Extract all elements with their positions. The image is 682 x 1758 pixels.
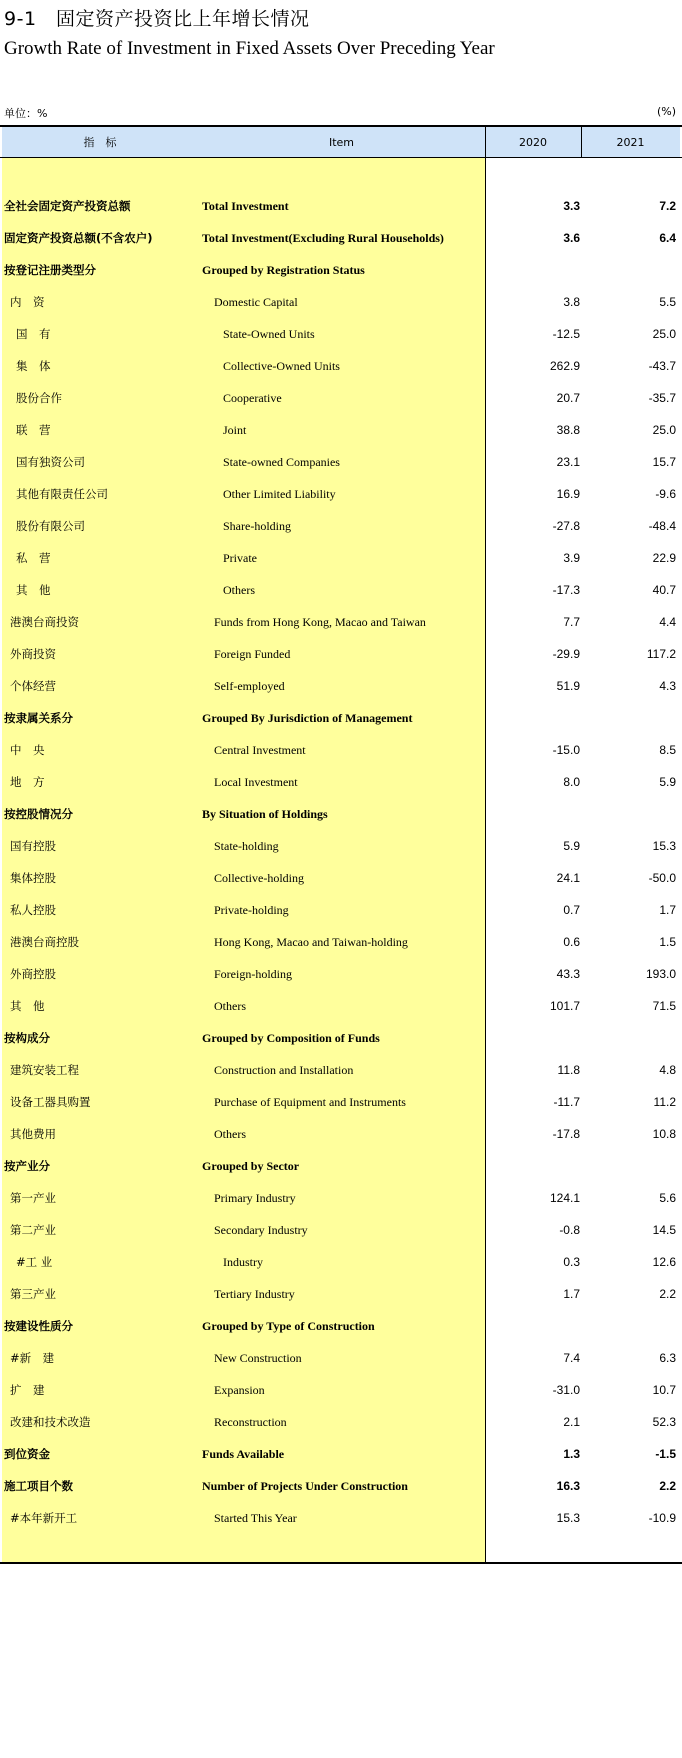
table-row bbox=[0, 1310, 682, 1342]
row-label-cn: 第二产业 bbox=[10, 1223, 56, 1237]
row-value-2021: 1.5 bbox=[659, 935, 676, 949]
table-row bbox=[0, 318, 682, 350]
row-label-en: Reconstruction bbox=[214, 1415, 287, 1429]
row-value-2020: 38.8 bbox=[556, 423, 580, 437]
row-label-en: Others bbox=[223, 583, 255, 597]
row-label-en: Domestic Capital bbox=[214, 295, 298, 309]
row-label-en: Collective-holding bbox=[214, 871, 304, 885]
row-label-en: Collective-Owned Units bbox=[223, 359, 340, 373]
table-row bbox=[0, 190, 682, 222]
row-label-cn: #本年新开工 bbox=[10, 1511, 78, 1525]
row-value-2020: 15.3 bbox=[556, 1511, 580, 1525]
row-label-cn: 港澳台商投资 bbox=[10, 615, 79, 629]
row-value-2020: 7.4 bbox=[563, 1351, 580, 1365]
row-label-en: Number of Projects Under Construction bbox=[202, 1479, 408, 1493]
row-value-2021: 6.3 bbox=[659, 1351, 676, 1365]
row-label-cn: 股份合作 bbox=[16, 391, 62, 405]
row-label-cn: 股份有限公司 bbox=[16, 519, 85, 533]
row-value-2021: 12.6 bbox=[652, 1255, 676, 1269]
row-label-en: Local Investment bbox=[214, 775, 298, 789]
table-row bbox=[0, 1438, 682, 1470]
row-label-en: New Construction bbox=[214, 1351, 302, 1365]
row-value-2021: 40.7 bbox=[652, 583, 676, 597]
row-label-en: Total Investment bbox=[202, 199, 289, 213]
row-label-en: Grouped by Type of Construction bbox=[202, 1319, 375, 1333]
row-label-cn: #新 建 bbox=[10, 1351, 55, 1365]
row-label-en: Grouped by Sector bbox=[202, 1159, 300, 1173]
row-label-en: Central Investment bbox=[214, 743, 306, 757]
row-label-en: Industry bbox=[223, 1255, 263, 1269]
table-row bbox=[0, 702, 682, 734]
row-value-2020: 51.9 bbox=[556, 679, 580, 693]
row-value-2020: -0.8 bbox=[559, 1223, 580, 1237]
row-value-2020: 0.3 bbox=[563, 1255, 580, 1269]
row-label-en: Share-holding bbox=[223, 519, 291, 533]
row-value-2021: 10.7 bbox=[652, 1383, 676, 1397]
row-label-cn: 中 央 bbox=[10, 743, 45, 757]
table-row bbox=[0, 1406, 682, 1438]
table-row bbox=[0, 286, 682, 318]
row-value-2020: 16.3 bbox=[556, 1479, 580, 1493]
table-top-rule bbox=[0, 125, 682, 127]
row-value-2021: 25.0 bbox=[652, 327, 676, 341]
row-value-2020: 5.9 bbox=[563, 839, 580, 853]
row-value-2021: -48.4 bbox=[648, 519, 676, 533]
row-value-2021: 4.8 bbox=[659, 1063, 676, 1077]
row-value-2021: 14.5 bbox=[652, 1223, 676, 1237]
row-value-2020: 1.7 bbox=[563, 1287, 580, 1301]
table-row bbox=[0, 638, 682, 670]
row-label-cn: 其他有限责任公司 bbox=[16, 487, 108, 501]
row-label-cn: 私 营 bbox=[16, 551, 51, 565]
row-label-cn: 联 营 bbox=[16, 423, 51, 437]
row-value-2021: -9.6 bbox=[655, 487, 676, 501]
row-value-2020: 262.9 bbox=[549, 359, 580, 373]
row-value-2020: 20.7 bbox=[556, 391, 580, 405]
row-label-cn: 外商控股 bbox=[10, 967, 56, 981]
row-label-en: Secondary Industry bbox=[214, 1223, 308, 1237]
row-value-2021: 11.2 bbox=[653, 1095, 676, 1109]
row-label-cn: 全社会固定资产投资总额 bbox=[4, 199, 131, 213]
row-value-2021: 193.0 bbox=[645, 967, 676, 981]
row-label-en: Purchase of Equipment and Instruments bbox=[214, 1095, 406, 1109]
row-label-cn: 私人控股 bbox=[10, 903, 56, 917]
row-value-2021: 10.8 bbox=[652, 1127, 676, 1141]
row-value-2020: 124.1 bbox=[549, 1191, 580, 1205]
row-value-2021: 15.3 bbox=[652, 839, 676, 853]
row-label-en: Foreign-holding bbox=[214, 967, 292, 981]
row-label-cn: 港澳台商控股 bbox=[10, 935, 79, 949]
header-year-divider bbox=[581, 127, 582, 158]
row-value-2021: -1.5 bbox=[655, 1447, 676, 1461]
table-row bbox=[0, 1214, 682, 1246]
row-value-2020: -17.8 bbox=[552, 1127, 580, 1141]
row-label-en: Expansion bbox=[214, 1383, 265, 1397]
row-label-en: Grouped by Composition of Funds bbox=[202, 1031, 380, 1045]
row-value-2020: -11.7 bbox=[553, 1095, 580, 1109]
row-value-2020: 3.6 bbox=[563, 231, 580, 245]
row-label-cn: 建筑安装工程 bbox=[10, 1063, 79, 1077]
row-label-cn: 按建设性质分 bbox=[4, 1319, 73, 1333]
row-label-en: State-holding bbox=[214, 839, 279, 853]
table-row bbox=[0, 1470, 682, 1502]
row-label-cn: 按控股情况分 bbox=[4, 807, 73, 821]
table-row bbox=[0, 1118, 682, 1150]
row-value-2020: -15.0 bbox=[552, 743, 580, 757]
row-label-cn: 第三产业 bbox=[10, 1287, 56, 1301]
row-label-cn: 集体控股 bbox=[10, 871, 56, 885]
row-value-2020: 101.7 bbox=[549, 999, 580, 1013]
table-row bbox=[0, 1246, 682, 1278]
row-label-en: Cooperative bbox=[223, 391, 282, 405]
row-value-2020: 0.6 bbox=[563, 935, 580, 949]
table-row bbox=[0, 478, 682, 510]
table-row bbox=[0, 1150, 682, 1182]
row-value-2021: 5.9 bbox=[659, 775, 676, 789]
row-label-en: Started This Year bbox=[214, 1511, 297, 1525]
row-value-2020: -31.0 bbox=[552, 1383, 580, 1397]
row-label-cn: 施工项目个数 bbox=[4, 1479, 73, 1493]
row-value-2021: 52.3 bbox=[652, 1415, 676, 1429]
row-value-2021: 71.5 bbox=[652, 999, 676, 1013]
table-row bbox=[0, 414, 682, 446]
row-label-en: Hong Kong, Macao and Taiwan-holding bbox=[214, 935, 408, 949]
row-label-cn: 内 资 bbox=[10, 295, 45, 309]
header-bottom-rule bbox=[0, 157, 682, 158]
table-row bbox=[0, 766, 682, 798]
row-value-2020: 0.7 bbox=[563, 903, 580, 917]
table-row bbox=[0, 542, 682, 574]
row-value-2020: -17.3 bbox=[552, 583, 580, 597]
row-value-2021: 25.0 bbox=[652, 423, 676, 437]
table-row bbox=[0, 1022, 682, 1054]
table-row bbox=[0, 222, 682, 254]
table-row bbox=[0, 926, 682, 958]
row-value-2020: -27.8 bbox=[552, 519, 580, 533]
table-row bbox=[0, 734, 682, 766]
row-label-cn: 按隶属关系分 bbox=[4, 711, 73, 725]
row-label-en: By Situation of Holdings bbox=[202, 807, 328, 821]
row-label-cn: 按构成分 bbox=[4, 1031, 50, 1045]
row-value-2021: 4.3 bbox=[659, 679, 676, 693]
row-label-cn: 国有独资公司 bbox=[16, 455, 85, 469]
header-year-2021: 2021 bbox=[616, 136, 645, 149]
row-label-en: Private bbox=[223, 551, 257, 565]
row-label-en: Other Limited Liability bbox=[223, 487, 336, 501]
row-value-2021: 7.2 bbox=[659, 199, 676, 213]
row-value-2020: 1.3 bbox=[563, 1447, 580, 1461]
row-label-en: Funds from Hong Kong, Macao and Taiwan bbox=[214, 615, 426, 629]
header-item-en: Item bbox=[328, 136, 355, 149]
table-row bbox=[0, 1374, 682, 1406]
row-label-cn: 固定资产投资总额(不含农户) bbox=[4, 231, 153, 245]
table-row bbox=[0, 254, 682, 286]
table-body bbox=[0, 190, 682, 1534]
row-label-en: Self-employed bbox=[214, 679, 285, 693]
row-label-cn: 改建和技术改造 bbox=[10, 1415, 91, 1429]
row-value-2020: 3.9 bbox=[563, 551, 580, 565]
row-label-en: Joint bbox=[223, 423, 247, 437]
table-row bbox=[0, 894, 682, 926]
table-row bbox=[0, 574, 682, 606]
row-value-2021: 5.5 bbox=[659, 295, 676, 309]
row-label-en: Funds Available bbox=[202, 1447, 285, 1461]
row-value-2021: 2.2 bbox=[659, 1479, 676, 1493]
row-value-2020: 3.8 bbox=[563, 295, 580, 309]
row-value-2021: 117.2 bbox=[646, 647, 676, 661]
header-year-2020: 2020 bbox=[519, 136, 547, 149]
row-label-cn: #工 业 bbox=[16, 1255, 53, 1269]
row-value-2020: 16.9 bbox=[556, 487, 580, 501]
row-value-2021: -50.0 bbox=[648, 871, 676, 885]
row-value-2021: 22.9 bbox=[652, 551, 676, 565]
row-label-en: Private-holding bbox=[214, 903, 289, 917]
row-label-cn: 集 体 bbox=[16, 359, 51, 373]
row-label-cn: 其 他 bbox=[16, 583, 51, 597]
row-value-2020: 43.3 bbox=[556, 967, 580, 981]
table-row bbox=[0, 830, 682, 862]
row-label-en: Tertiary Industry bbox=[214, 1287, 295, 1301]
row-label-cn: 按登记注册类型分 bbox=[4, 263, 96, 277]
row-label-cn: 个体经营 bbox=[10, 679, 56, 693]
row-value-2020: 8.0 bbox=[563, 775, 580, 789]
row-value-2020: 24.1 bbox=[556, 871, 580, 885]
row-value-2021: 5.6 bbox=[659, 1191, 676, 1205]
row-value-2020: 11.8 bbox=[557, 1063, 580, 1077]
table-row bbox=[0, 350, 682, 382]
table-row bbox=[0, 798, 682, 830]
header-indicator-cn: 指 标 bbox=[83, 136, 117, 149]
row-label-cn: 其 他 bbox=[10, 999, 45, 1013]
unit-label-right: (%) bbox=[656, 105, 676, 118]
table-row bbox=[0, 1278, 682, 1310]
table-row bbox=[0, 1502, 682, 1534]
row-value-2020: 3.3 bbox=[563, 199, 580, 213]
table-row bbox=[0, 606, 682, 638]
table-row bbox=[0, 510, 682, 542]
row-value-2021: 4.4 bbox=[659, 615, 676, 629]
row-value-2020: 7.7 bbox=[563, 615, 580, 629]
row-value-2021: 15.7 bbox=[652, 455, 676, 469]
row-value-2021: 6.4 bbox=[659, 231, 676, 245]
row-label-en: Foreign Funded bbox=[214, 647, 291, 661]
page-title-cn: 9-1 固定资产投资比上年增长情况 bbox=[4, 8, 310, 30]
row-value-2021: -35.7 bbox=[648, 391, 676, 405]
table-row bbox=[0, 382, 682, 414]
row-label-en: State-Owned Units bbox=[223, 327, 315, 341]
table-row bbox=[0, 446, 682, 478]
row-label-cn: 到位资金 bbox=[4, 1447, 50, 1461]
table-row bbox=[0, 1054, 682, 1086]
row-label-en: Primary Industry bbox=[214, 1191, 296, 1205]
row-value-2020: 2.1 bbox=[563, 1415, 580, 1429]
row-label-cn: 扩 建 bbox=[10, 1383, 45, 1397]
row-value-2021: -10.9 bbox=[648, 1511, 676, 1525]
row-label-en: Others bbox=[214, 1127, 246, 1141]
row-value-2020: -12.5 bbox=[552, 327, 580, 341]
table-bottom-rule bbox=[0, 1562, 682, 1564]
table-row bbox=[0, 958, 682, 990]
row-label-cn: 外商投资 bbox=[10, 647, 56, 661]
row-value-2021: 2.2 bbox=[659, 1287, 676, 1301]
table-row bbox=[0, 1182, 682, 1214]
unit-label: 单位：% bbox=[4, 107, 48, 120]
row-label-en: Others bbox=[214, 999, 246, 1013]
row-label-cn: 其他费用 bbox=[10, 1127, 56, 1141]
row-value-2020: 23.1 bbox=[556, 455, 580, 469]
row-label-en: Total Investment(Excluding Rural Households) bbox=[202, 231, 444, 245]
row-label-en: State-owned Companies bbox=[223, 455, 340, 469]
table-row bbox=[0, 1342, 682, 1374]
table-row bbox=[0, 990, 682, 1022]
row-label-cn: 设备工器具购置 bbox=[10, 1095, 91, 1109]
row-label-en: Grouped By Jurisdiction of Management bbox=[202, 711, 413, 725]
row-label-cn: 地 方 bbox=[10, 775, 45, 789]
row-label-en: Grouped by Registration Status bbox=[202, 263, 365, 277]
row-label-cn: 国 有 bbox=[16, 327, 51, 341]
table-row bbox=[0, 670, 682, 702]
row-value-2020: -29.9 bbox=[552, 647, 580, 661]
row-value-2021: -43.7 bbox=[648, 359, 676, 373]
table-row bbox=[0, 1086, 682, 1118]
row-label-cn: 国有控股 bbox=[10, 839, 56, 853]
page-title-en: Growth Rate of Investment in Fixed Assets Over Preceding Year bbox=[4, 38, 495, 59]
row-value-2021: 8.5 bbox=[659, 743, 676, 757]
row-label-en: Construction and Installation bbox=[214, 1063, 354, 1077]
row-label-cn: 第一产业 bbox=[10, 1191, 56, 1205]
table-row bbox=[0, 862, 682, 894]
row-label-cn: 按产业分 bbox=[4, 1159, 50, 1173]
row-value-2021: 1.7 bbox=[659, 903, 676, 917]
